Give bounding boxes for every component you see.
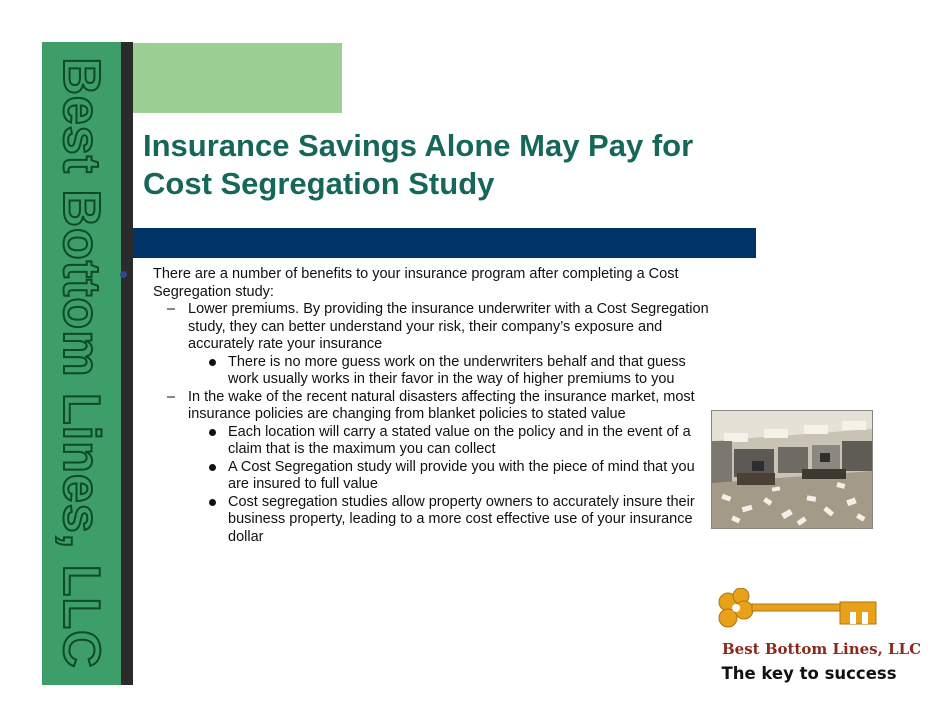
- third-level-text: There is no more guess work on the underwriters behalf and that guess work usually works in their favor in the way of higher premiums to you: [228, 353, 686, 387]
- logo-tagline: The key to success: [721, 664, 897, 683]
- header-accent-block: [133, 43, 342, 113]
- slide-body: [120, 266, 710, 546]
- title-divider-bar: [133, 228, 756, 258]
- company-logo: [712, 588, 922, 688]
- third-level-item: [188, 424, 710, 459]
- sub-bullet-text: In the wake of the recent natural disasters affecting the insurance market, most insurance policies are changing from blanket policies to stated value: [188, 388, 695, 422]
- third-level-text: Each location will carry a stated value on the policy and in the event of a claim that is the maximum you can collect: [228, 423, 691, 457]
- damaged-office-photo: [711, 410, 873, 529]
- bullet-list: [120, 266, 710, 546]
- bullet-dot-icon: [209, 429, 216, 436]
- bullet-dot-icon: [209, 464, 216, 471]
- third-level-text: Cost segregation studies allow property owners to accurately insure their business property, leading to a more cost effective use of your insurance dollar: [228, 493, 695, 545]
- bullet-dot-icon: [209, 499, 216, 506]
- sub-bullet-item: [153, 301, 710, 389]
- logo-company-name: Best Bottom Lines, LLC: [722, 640, 922, 658]
- sub-bullet-item: [153, 389, 710, 547]
- golden-key-icon: [712, 588, 902, 638]
- sub-bullet-text: Lower premiums. By providing the insurance underwriter with a Cost Segregation study, they can better understand your risk, their company’s exposure and accurately rate your insurance: [188, 301, 709, 352]
- bullet-item: [120, 266, 710, 546]
- bullet-text: There are a number of benefits to your insurance program after completing a Cost Segregation study:: [153, 266, 679, 300]
- dash-marker: –: [167, 388, 176, 405]
- title-line-2: Cost Segregation Study: [143, 166, 495, 201]
- dash-marker: –: [167, 301, 176, 317]
- third-level-list: [188, 354, 710, 389]
- sidebar-company-name: Best Bottom Lines, LLC: [52, 57, 110, 669]
- third-level-list: [188, 424, 710, 547]
- third-level-text: A Cost Segregation study will provide you with the piece of mind that you are insured to full value: [228, 458, 695, 492]
- bullet-dot-icon: [209, 359, 216, 366]
- third-level-item: [188, 459, 710, 494]
- bullet-dot-icon: [120, 271, 127, 278]
- sub-bullet-list: [153, 301, 710, 546]
- title-line-1: Insurance Savings Alone May Pay for: [143, 128, 694, 163]
- slide-title: [143, 127, 693, 203]
- third-level-item: [188, 354, 710, 389]
- third-level-item: [188, 494, 710, 547]
